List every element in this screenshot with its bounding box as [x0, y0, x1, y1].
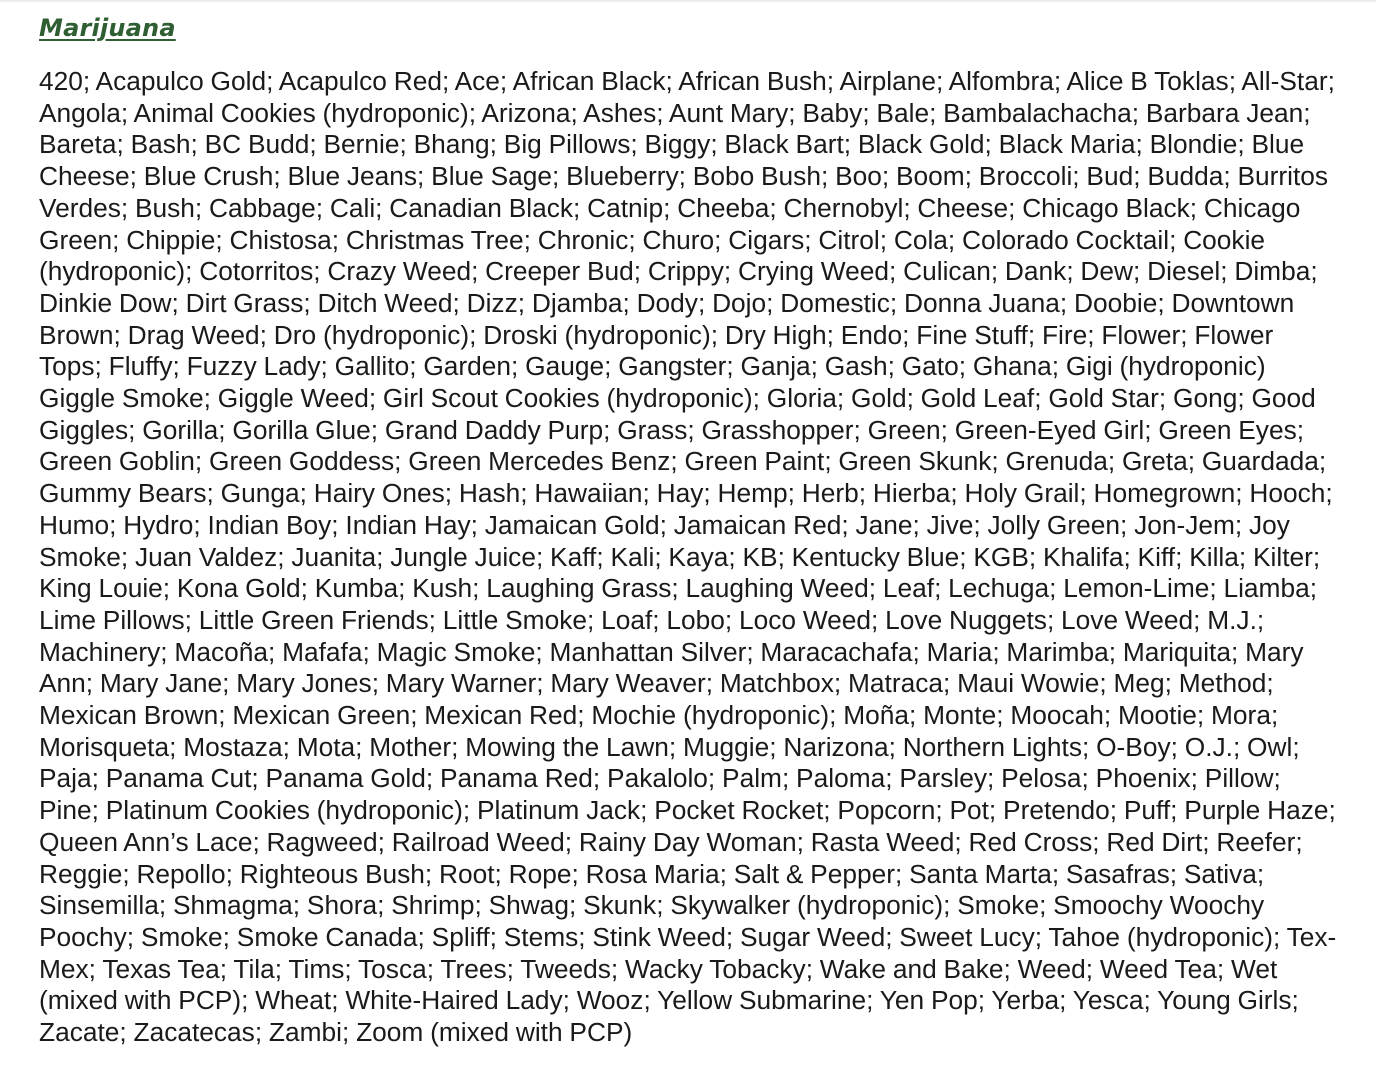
document-section: [39, 10, 1339, 1049]
top-edge-shadow: [0, 0, 1376, 3]
slang-terms-paragraph: 420; Acapulco Gold; Acapulco Red; Ace; African Black; African Bush; Airplane; Alfombra; Alice B Toklas; All-Star; Angola; Animal Cookies (hydroponic); Arizona; Ashes; Aunt Mary; Baby; Bale; Bambalachacha; Barbara Jean; Bareta; Bash; BC Budd; Bernie; Bhang; Big Pillows; Biggy; Black Bart; Black Gold; Black Maria; Blondie; Blue Cheese; Blue Crush; Blue Jeans; Blue Sage; Blueberry; Bobo Bush; Boo; Boom; Broccoli; Bud; Budda; Burritos Verdes; Bush; Cabbage; Cali; Canadian Black; Catnip; Cheeba; Chernobyl; Cheese; Chicago Black; Chicago Green; Chippie; Chistosa; Christmas Tree; Chronic; Churo; Cigars; Citrol; Cola; Colorado Cocktail; Cookie (hydroponic); Cotorritos; Crazy Weed; Creeper Bud; Crippy; Crying Weed; Culican; Dank; Dew; Diesel; Dimba; Dinkie Dow; Dirt Grass; Ditch Weed; Dizz; Djamba; Dody; Dojo; Domestic; Donna Juana; Doobie; Downtown Brown; Drag Weed; Dro (hydroponic); Droski (hydroponic); Dry High; Endo; Fine Stuff; Fire; Flower; Flower Tops; Fluffy; Fuzzy Lady; Gallito; Garden; Gauge; Gangster; Ganja; Gash; Gato; Ghana; Gigi (hydroponic) Giggle Smoke; Giggle Weed; Girl Scout Cookies (hydroponic); Gloria; Gold; Gold Leaf; Gold Star; Gong; Good Giggles; Gorilla; Gorilla Glue; Grand Daddy Purp; Grass; Grasshopper; Green; Green-Eyed Girl; Green Eyes; Green Goblin; Green Goddess; Green Mercedes Benz; Green Paint; Green Skunk; Grenuda; Greta; Guardada; Gummy Bears; Gunga; Hairy Ones; Hash; Hawaiian; Hay; Hemp; Herb; Hierba; Holy Grail; Homegrown; Hooch; Humo; Hydro; Indian Boy; Indian Hay; Jamaican Gold; Jamaican Red; Jane; Jive; Jolly Green; Jon-Jem; Joy Smoke; Juan Valdez; Juanita; Jungle Juice; Kaff; Kali; Kaya; KB; Kentucky Blue; KGB; Khalifa; Kiff; Killa; Kilter; King Louie; Kona Gold; Kumba; Kush; Laughing Grass; Laughing Weed; Leaf; Lechuga; Lemon-Lime; Liamba; Lime Pillows; Little Green Friends; Little Smoke; Loaf; Lobo; Loco Weed; Love Nuggets; Love Weed; M.J.; Machinery; Macoña; Mafafa; Magic Smoke; Manhattan Silver; Maracachafa; Maria; Marimba; Mariquita; Mary Ann; Mary Jane; Mary Jones; Mary Warner; Mary Weaver; Matchbox; Matraca; Maui Wowie; Meg; Method; Mexican Brown; Mexican Green; Mexican Red; Mochie (hydroponic); Moña; Monte; Moocah; Mootie; Mora; Morisqueta; Mostaza; Mota; Mother; Mowing the Lawn; Muggie; Narizona; Northern Lights; O-Boy; O.J.; Owl; Paja; Panama Cut; Panama Gold; Panama Red; Pakalolo; Palm; Paloma; Parsley; Pelosa; Phoenix; Pillow; Pine; Platinum Cookies (hydroponic); Platinum Jack; Pocket Rocket; Popcorn; Pot; Pretendo; Puff; Purple Haze; Queen Ann’s Lace; Ragweed; Railroad Weed; Rainy Day Woman; Rasta Weed; Red Cross; Red Dirt; Reefer; Reggie; Repollo; Righteous Bush; Root; Rope; Rosa Maria; Salt & Pepper; Santa Marta; Sasafras; Sativa; Sinsemilla; Shmagma; Shora; Shrimp; Shwag; Skunk; Skywalker (hydroponic); Smoke; Smoochy Woochy Poochy; Smoke; Smoke Canada; Spliff; Stems; Stink Weed; Sugar Weed; Sweet Lucy; Tahoe (hydroponic); Tex-Mex; Texas Tea; Tila; Tims; Tosca; Trees; Tweeds; Wacky Tobacky; Wake and Bake; Weed; Weed Tea; Wet (mixed with PCP); Wheat; White-Haired Lady; Wooz; Yellow Submarine; Yen Pop; Yerba; Yesca; Young Girls; Zacate; Zacatecas; Zambi; Zoom (mixed with PCP): [39, 66, 1337, 1048]
section-title: Marijuana: [39, 14, 176, 42]
